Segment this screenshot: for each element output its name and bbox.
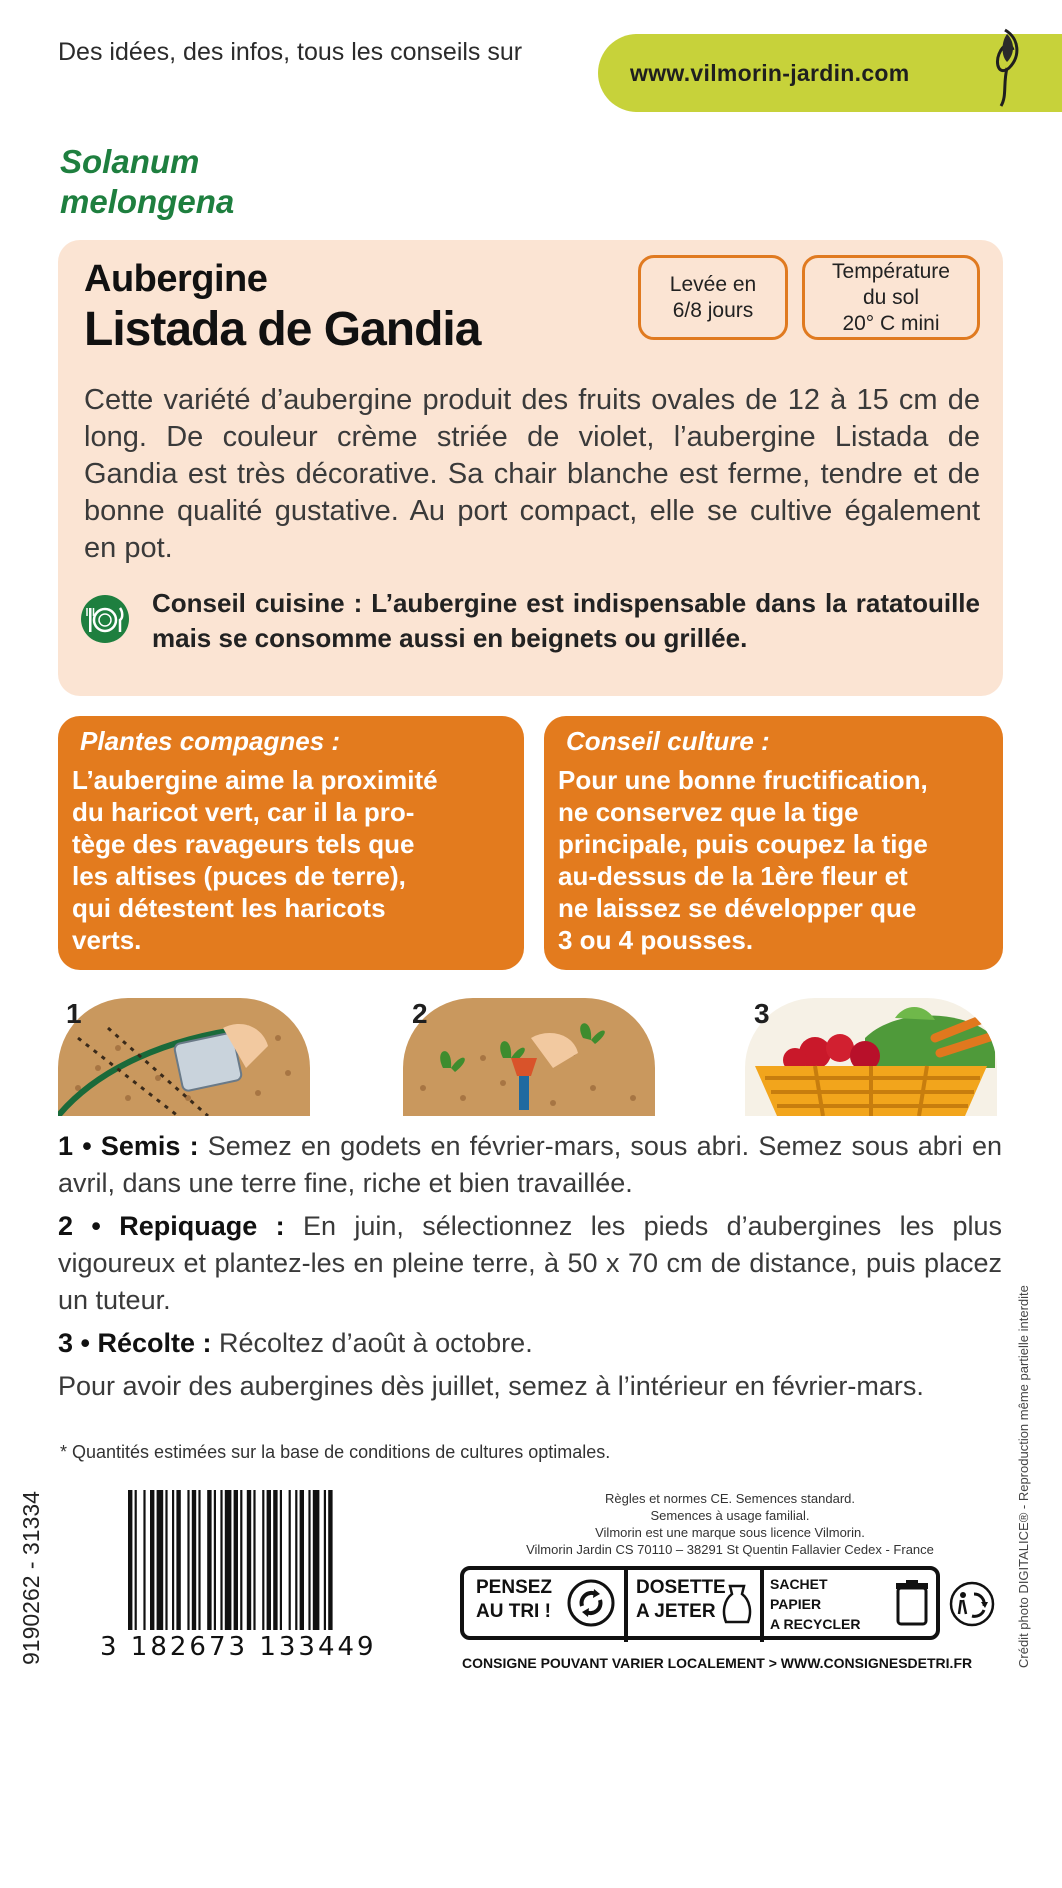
- harvest-illustration: [745, 998, 997, 1116]
- step-label: 1 • Semis :: [58, 1131, 199, 1161]
- sowing-illustration: [58, 998, 310, 1116]
- barcode-bar: [143, 1490, 145, 1630]
- barcode-bar: [247, 1490, 251, 1630]
- temperature-badge: [802, 255, 980, 340]
- sachet-line1: SACHET: [770, 1576, 828, 1592]
- footnote: * Quantités estimées sur la base de conditions de cultures optimales.: [60, 1442, 611, 1462]
- barcode-bar: [300, 1490, 304, 1630]
- pensez-line2: AU TRI !: [476, 1601, 551, 1622]
- companion-line: L’aubergine aime la proximité: [72, 765, 438, 795]
- plate-cutlery-icon: [80, 594, 130, 644]
- illustration-number-3: 3: [754, 998, 770, 1029]
- barcode-bar: [262, 1490, 264, 1630]
- triman-logo-icon: [948, 1580, 996, 1628]
- barcode-bar: [135, 1490, 137, 1630]
- step-label: 3 • Récolte :: [58, 1328, 212, 1358]
- barcode-bar: [214, 1490, 216, 1630]
- barcode-bar: [176, 1490, 180, 1630]
- recycling-info-box: [460, 1566, 940, 1640]
- product-title-line2: Listada de Gandia: [84, 303, 481, 356]
- barcode: [128, 1490, 398, 1640]
- illustration-number-2: 2: [412, 998, 428, 1029]
- barcode-bar: [280, 1490, 282, 1630]
- photo-credit: Crédit photo DIGITALICE® - Reproduction même partielle interdite: [1016, 1285, 1031, 1668]
- temperature-badge-line1: Température: [832, 259, 950, 283]
- recycling-notice-link[interactable]: CONSIGNE POUVANT VARIER LOCALEMENT > WWW.CONSIGNESDETRI.FR: [462, 1655, 973, 1671]
- barcode-bar: [240, 1490, 242, 1630]
- transplanting-illustration: [403, 998, 655, 1116]
- barcode-bar: [220, 1490, 222, 1630]
- recycling-divider: [624, 1568, 628, 1642]
- companion-plants-panel: [58, 716, 524, 970]
- sowing-steps: [58, 1128, 1002, 1411]
- legal-notice: [470, 1490, 990, 1558]
- companion-line: verts.: [72, 925, 142, 955]
- pouch-icon: [722, 1582, 752, 1626]
- culture-line: ne conservez que la tige: [558, 797, 859, 827]
- temperature-badge-line2: du sol: [862, 285, 920, 309]
- barcode-number: 3 182673 133449: [100, 1632, 377, 1662]
- step-text: En juin, sélectionnez les pieds d’aubergines les plus vigoureux et plantez-les en pleine terre, à 50 x 70 cm de distance, puis placez un tuteur.: [58, 1211, 1002, 1315]
- species-genus: Solanum: [60, 143, 200, 180]
- germination-badge: [638, 255, 788, 340]
- barcode-bar: [313, 1490, 320, 1630]
- recycling-divider: [760, 1568, 764, 1642]
- germination-badge-line1: Levée en: [669, 272, 757, 296]
- barcode-bar: [225, 1490, 232, 1630]
- header-tagline: Des idées, des infos, tous les conseils sur: [58, 38, 523, 66]
- culture-line: 3 ou 4 pousses.: [558, 925, 754, 955]
- species-epithet: melongena: [60, 183, 235, 220]
- step-text: Semez en godets en février-mars, sous abri. Semez sous abri en avril, dans une terre fine, riche et bien travaillée.: [58, 1131, 1002, 1198]
- barcode-bar: [308, 1490, 310, 1630]
- illustration-number-1: 1: [66, 998, 82, 1029]
- step-item: [58, 1208, 1002, 1319]
- legal-line: Règles et normes CE. Semences standard.: [604, 1491, 855, 1506]
- culture-tip-title: Conseil culture :: [566, 726, 770, 756]
- sachet-line3: A RECYCLER: [770, 1616, 861, 1632]
- dosette-line2: A JETER: [636, 1601, 716, 1622]
- barcode-bar: [289, 1490, 291, 1630]
- website-url[interactable]: www.vilmorin-jardin.com: [630, 60, 910, 86]
- early-harvest-tip: Pour avoir des aubergines dès juillet, semez à l’intérieur en février-mars.: [58, 1371, 924, 1401]
- barcode-bar: [267, 1490, 271, 1630]
- step-item: [58, 1325, 1002, 1362]
- dosette-line1: DOSETTE: [636, 1577, 726, 1598]
- companion-plants-text: [72, 764, 438, 956]
- product-code: 9190262 - 31334: [18, 1491, 44, 1665]
- barcode-bar: [328, 1490, 332, 1630]
- step-item: [58, 1128, 1002, 1202]
- barcode-bar: [324, 1490, 326, 1630]
- culture-line: Pour une bonne fructification,: [558, 765, 928, 795]
- companion-line: du haricot vert, car il la pro-: [72, 797, 415, 827]
- culture-tip-text: [558, 764, 928, 956]
- culture-line: au-dessus de la 1ère fleur et: [558, 861, 908, 891]
- barcode-bar: [172, 1490, 174, 1630]
- culture-line: principale, puis coupez la tige: [558, 829, 928, 859]
- companion-line: qui détestent les haricots: [72, 893, 386, 923]
- legal-line: Semences à usage familial.: [650, 1508, 810, 1523]
- companion-plants-title: Plantes compagnes :: [80, 726, 341, 756]
- product-title-line1: Aubergine: [84, 258, 268, 300]
- recycling-bin-icon: [894, 1580, 930, 1626]
- barcode-bar: [295, 1490, 297, 1630]
- legal-line: Vilmorin est une marque sous licence Vilmorin.: [595, 1525, 865, 1540]
- barcode-bar: [207, 1490, 211, 1630]
- barcode-bar: [128, 1490, 132, 1630]
- recycle-arrows-icon: [566, 1578, 616, 1628]
- barcode-bar: [192, 1490, 196, 1630]
- barcode-bar: [187, 1490, 189, 1630]
- germination-badge-line2: 6/8 jours: [672, 298, 754, 322]
- barcode-bar: [150, 1490, 154, 1630]
- barcode-bar: [165, 1490, 167, 1630]
- companion-line: tège des ravageurs tels que: [72, 829, 415, 859]
- barcode-bar: [198, 1490, 200, 1630]
- dosette-a-jeter: [636, 1576, 726, 1624]
- product-description: Cette variété d’aubergine produit des fruits ovales de 12 à 15 cm de long. De couleur crème striée de violet, l’aubergine Listada de Gandia est très décorative. Sa chair blanche est ferme, tendre et de bonne qualité gustative. Au port compact, elle se cultive également en pot.: [84, 384, 980, 564]
- companion-line: les altises (puces de terre),: [72, 861, 406, 891]
- sachet-line2: PAPIER: [770, 1596, 822, 1612]
- barcode-bar: [234, 1490, 238, 1630]
- barcode-bar: [253, 1490, 255, 1630]
- pensez-line1: PENSEZ: [476, 1577, 553, 1598]
- sachet-papier-a-recycler: [770, 1574, 861, 1634]
- pensez-au-tri: [476, 1576, 552, 1624]
- barcode-bar: [157, 1490, 164, 1630]
- step-text: Récoltez d’août à octobre.: [211, 1328, 533, 1358]
- legal-line: Vilmorin Jardin CS 70110 – 38291 St Quentin Fallavier Cedex - France: [526, 1542, 934, 1557]
- species-name: [60, 142, 234, 222]
- culture-line: ne laissez se développer que: [558, 893, 917, 923]
- step-label: 2 • Repiquage :: [58, 1211, 285, 1241]
- leaf-logo-icon: [985, 24, 1025, 110]
- barcode-bar: [273, 1490, 277, 1630]
- temperature-badge-line3: 20° C mini: [842, 311, 940, 335]
- cuisine-tip: Conseil cuisine : L’aubergine est indispensable dans la ratatouille mais se consomme aussi en beignets ou grillée.: [152, 588, 980, 653]
- culture-tip-panel: [544, 716, 1003, 970]
